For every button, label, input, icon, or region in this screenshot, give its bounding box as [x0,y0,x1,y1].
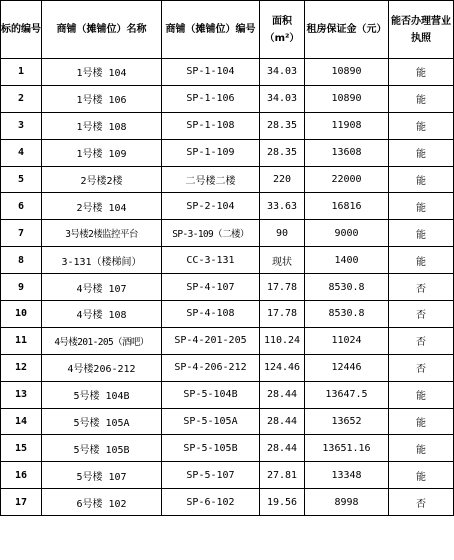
table-row [1,274,454,301]
cell-shop-name: 4号楼201-205（酒吧） [42,327,162,354]
cell-deposit: 13651.16 [305,435,389,462]
cell-area: 17.78 [260,274,305,301]
table-row [1,408,454,435]
table-row [1,462,454,489]
cell-area: 17.78 [260,301,305,328]
cell-deposit: 12446 [305,354,389,381]
cell-area: 28.44 [260,381,305,408]
cell-shop-code: CC-3-131 [162,247,260,274]
cell-license: 能 [389,59,454,86]
cell-shop-name: 1号楼 104 [42,59,162,86]
cell-shop-name: 5号楼 105A [42,408,162,435]
cell-shop-name: 6号楼 102 [42,489,162,516]
cell-lot-number: 8 [1,247,42,274]
cell-lot-number: 12 [1,354,42,381]
cell-license: 能 [389,220,454,247]
cell-license: 能 [389,193,454,220]
cell-shop-name: 4号楼 108 [42,301,162,328]
cell-lot-number: 4 [1,139,42,166]
cell-shop-code: SP-4-107 [162,274,260,301]
cell-area: 28.44 [260,435,305,462]
cell-lot-number: 13 [1,381,42,408]
cell-deposit: 13652 [305,408,389,435]
cell-license: 能 [389,112,454,139]
cell-deposit: 22000 [305,166,389,193]
table-row [1,139,454,166]
table-row [1,193,454,220]
cell-area: 110.24 [260,327,305,354]
cell-deposit: 8530.8 [305,274,389,301]
table-row [1,327,454,354]
cell-area: 34.03 [260,59,305,86]
table-row [1,354,454,381]
cell-shop-name: 5号楼 105B [42,435,162,462]
cell-deposit: 10890 [305,59,389,86]
cell-deposit: 13608 [305,139,389,166]
table-row [1,166,454,193]
cell-shop-code: SP-4-201-205 [162,327,260,354]
cell-shop-code: SP-6-102 [162,489,260,516]
table-row [1,220,454,247]
cell-lot-number: 7 [1,220,42,247]
cell-lot-number: 6 [1,193,42,220]
header-lot-number: 标的编号 [1,1,42,59]
cell-shop-name: 3号楼2楼监控平台 [42,220,162,247]
cell-lot-number: 10 [1,301,42,328]
cell-lot-number: 9 [1,274,42,301]
cell-lot-number: 15 [1,435,42,462]
header-license: 能否办理营业执照 [389,1,454,59]
cell-shop-name: 3-131（楼梯间） [42,247,162,274]
cell-shop-code: SP-1-109 [162,139,260,166]
table-row [1,489,454,516]
cell-area: 28.35 [260,112,305,139]
cell-lot-number: 14 [1,408,42,435]
cell-shop-code: SP-2-104 [162,193,260,220]
cell-shop-name: 1号楼 108 [42,112,162,139]
cell-deposit: 8998 [305,489,389,516]
cell-license: 否 [389,489,454,516]
cell-area: 33.63 [260,193,305,220]
header-row [1,1,454,59]
cell-license: 能 [389,408,454,435]
cell-deposit: 9000 [305,220,389,247]
cell-lot-number: 1 [1,59,42,86]
cell-license: 否 [389,354,454,381]
cell-license: 否 [389,274,454,301]
table-row [1,381,454,408]
cell-shop-name: 1号楼 106 [42,85,162,112]
cell-lot-number: 2 [1,85,42,112]
table-row [1,435,454,462]
cell-deposit: 8530.8 [305,301,389,328]
cell-deposit: 13348 [305,462,389,489]
cell-license: 能 [389,166,454,193]
cell-lot-number: 3 [1,112,42,139]
cell-area: 19.56 [260,489,305,516]
table-row [1,85,454,112]
cell-deposit: 11908 [305,112,389,139]
cell-shop-name: 5号楼 107 [42,462,162,489]
cell-license: 能 [389,462,454,489]
cell-shop-code: SP-4-108 [162,301,260,328]
cell-license: 否 [389,327,454,354]
table-row [1,112,454,139]
cell-shop-name: 5号楼 104B [42,381,162,408]
cell-deposit: 11024 [305,327,389,354]
cell-deposit: 13647.5 [305,381,389,408]
cell-shop-name: 2号楼2楼 [42,166,162,193]
cell-shop-code: SP-1-106 [162,85,260,112]
cell-deposit: 1400 [305,247,389,274]
cell-license: 能 [389,247,454,274]
cell-area: 现状 [260,247,305,274]
cell-shop-code: SP-5-104B [162,381,260,408]
cell-area: 28.35 [260,139,305,166]
cell-license: 否 [389,301,454,328]
cell-lot-number: 17 [1,489,42,516]
cell-lot-number: 16 [1,462,42,489]
cell-license: 能 [389,85,454,112]
table-row [1,301,454,328]
cell-license: 能 [389,435,454,462]
header-area: 面积（m²） [260,1,305,59]
cell-area: 34.03 [260,85,305,112]
cell-shop-code: SP-4-206-212 [162,354,260,381]
cell-lot-number: 5 [1,166,42,193]
header-shop-code: 商铺（摊铺位）编号 [162,1,260,59]
cell-license: 能 [389,139,454,166]
cell-deposit: 16816 [305,193,389,220]
cell-shop-code: 二号楼二楼 [162,166,260,193]
cell-shop-code: SP-5-107 [162,462,260,489]
cell-shop-name: 1号楼 109 [42,139,162,166]
cell-shop-code: SP-3-109（二楼） [162,220,260,247]
header-shop-name: 商铺（摊铺位）名称 [42,1,162,59]
cell-lot-number: 11 [1,327,42,354]
table-row [1,59,454,86]
cell-shop-code: SP-5-105A [162,408,260,435]
cell-shop-name: 4号楼 107 [42,274,162,301]
table-row [1,247,454,274]
cell-shop-code: SP-5-105B [162,435,260,462]
cell-area: 28.44 [260,408,305,435]
header-deposit: 租房保证金（元） [305,1,389,59]
cell-license: 能 [389,381,454,408]
cell-area: 90 [260,220,305,247]
cell-area: 124.46 [260,354,305,381]
cell-shop-name: 4号楼206-212 [42,354,162,381]
cell-area: 220 [260,166,305,193]
cell-shop-code: SP-1-108 [162,112,260,139]
cell-shop-name: 2号楼 104 [42,193,162,220]
cell-shop-code: SP-1-104 [162,59,260,86]
cell-deposit: 10890 [305,85,389,112]
cell-area: 27.81 [260,462,305,489]
